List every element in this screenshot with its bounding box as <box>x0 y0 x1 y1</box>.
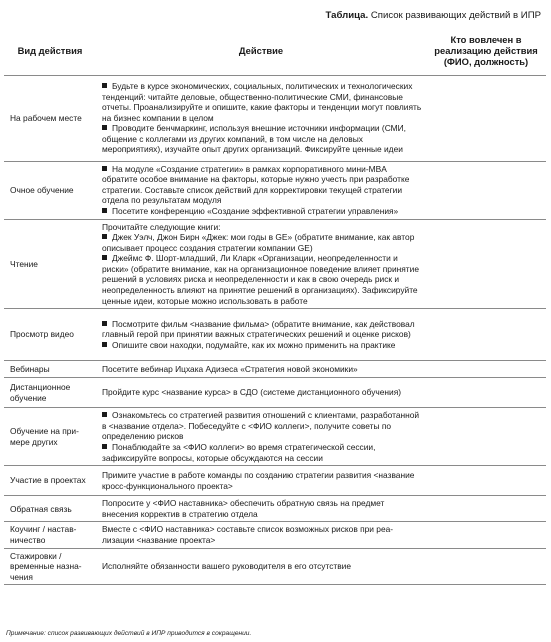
row-who <box>426 496 546 522</box>
row-kind: Участие в проектах <box>4 466 96 496</box>
row-kind: Очное обучение <box>4 161 96 219</box>
action-intro: Вместе с <ФИО наставника> составьте список возможных рисков при реализации <название проекта> <box>102 524 394 545</box>
table-caption <box>326 10 541 21</box>
action-item-text: Ознакомьтесь со стратегией развития отношений с клиентами, разработанной в <название отдела>. Побеседуйте с <ФИО коллеги>, получите советы по определению рисков <box>102 410 420 442</box>
row-kind: Просмотр видео <box>4 309 96 361</box>
header-kind: Вид действия <box>4 27 96 75</box>
row-who <box>426 548 546 585</box>
action-item-text: Посетите конференцию «Создание эффективной стратегии управления» <box>112 205 399 216</box>
header-action: Действие <box>96 27 426 75</box>
action-item <box>102 442 422 463</box>
table-row <box>4 522 546 548</box>
row-who <box>426 75 546 161</box>
row-who <box>426 466 546 496</box>
table-row <box>4 548 546 585</box>
row-action <box>96 522 426 548</box>
action-item <box>102 253 422 306</box>
row-kind: Обратная связь <box>4 496 96 522</box>
note-text: список развивающих действий в ИПР приводится в сокращении. <box>45 630 252 637</box>
action-item-text: Будьте в курсе экономических, социальных, политических и технологических тенденций: читайте деловые, общественно-политические СМИ, финансовые отчеты. Проанализируйте и опишите, какие факторы и тенденции могут повлиять на бизнес компании в целом <box>102 80 422 123</box>
action-item-text: Посмотрите фильм <название фильма> (обратите внимание, как действовал главный герой при принятии важных стратегических решений и оценке рисков) <box>102 318 415 340</box>
table-row <box>4 496 546 522</box>
table-row <box>4 161 546 219</box>
row-kind: Обучение на примере других <box>4 408 96 466</box>
row-action <box>96 309 426 361</box>
action-item <box>102 164 422 206</box>
action-intro: Пройдите курс <название курса> в СДО (системе дистанционного обучения) <box>102 387 402 398</box>
row-action <box>96 161 426 219</box>
row-who <box>426 219 546 309</box>
action-item-text: Опишите свои находки, подумайте, как их можно применить на практике <box>112 340 396 351</box>
table-row <box>4 378 546 408</box>
row-action <box>96 496 426 522</box>
row-who <box>426 161 546 219</box>
table-row <box>4 408 546 466</box>
action-intro: Исполняйте обязанности вашего руководителя в его отсутствие <box>102 561 352 572</box>
development-actions-table <box>4 27 546 585</box>
square-bullet-icon <box>102 125 107 130</box>
action-item <box>102 340 422 351</box>
row-who <box>426 408 546 466</box>
row-who <box>426 522 546 548</box>
row-kind: Стажировки / временные назначения <box>4 548 96 585</box>
header-who: Кто вовлечен в реализацию действия (ФИО, должность) <box>426 27 546 75</box>
row-kind: Коучинг / наставничество <box>4 522 96 548</box>
action-item <box>102 319 422 340</box>
action-item-text: Джеймс Ф. Шорт-младший, Ли Кларк «Организации, неопределенности и риски» (обратите внимание, как на организационное поведение влияет принятие решений в условиях риска и неопределенности и как в свою очередь риск и неопределенность влияют на принятие решений в организациях). Зафиксируйте ценные идеи, которые можно использовать в работе <box>102 253 419 306</box>
action-item-text: Джек Уэлч, Джон Бирн «Джек: мои годы в GE» (обратите внимание, как автор описывает процесс создания стратегии компании GE) <box>102 232 415 253</box>
row-action <box>96 466 426 496</box>
action-item-text: На модуле «Создание стратегии» в рамках корпоративного мини-MBA обратите особое внимание на факторы, которые нужно учесть при разработке стратегии. Составьте список действий для корректировки текущей стратегии отдела по результатам модуля <box>102 163 410 206</box>
action-intro: Прочитайте следующие книги: <box>102 221 221 232</box>
table-header-row <box>4 27 546 75</box>
row-who <box>426 361 546 378</box>
table-row <box>4 309 546 361</box>
action-item-text: Проводите бенчмаркинг, используя внешние источники информации (СМИ, общение с коллегами из других компаний, в том числе на деловых мероприятиях), изучайте опыт других организаций. Фиксируйте ценные идеи <box>102 123 406 155</box>
row-action <box>96 219 426 309</box>
action-item <box>102 123 422 155</box>
square-bullet-icon <box>102 444 107 449</box>
action-item <box>102 410 422 442</box>
square-bullet-icon <box>102 208 107 213</box>
action-intro: Попросите у <ФИО наставника> обеспечить обратную связь на предмет внесения корректив в стратегию отдела <box>102 498 385 519</box>
row-who <box>426 309 546 361</box>
caption-label: Таблица. <box>325 10 369 21</box>
row-kind: Чтение <box>4 219 96 309</box>
action-item-text: Понаблюдайте за <ФИО коллеги> во время стратегической сессии, зафиксируйте вопросы, которые обсуждаются на сессии <box>102 442 376 463</box>
note-label: Примечание: <box>6 630 46 637</box>
row-action <box>96 548 426 585</box>
square-bullet-icon <box>102 255 107 260</box>
caption-text: Список развивающих действий в ИПР <box>368 10 541 21</box>
table-note <box>6 630 251 637</box>
row-kind: На рабочем месте <box>4 75 96 161</box>
action-item <box>102 206 422 217</box>
row-kind: Дистанционное обучение <box>4 378 96 408</box>
table-row <box>4 466 546 496</box>
table-row <box>4 361 546 378</box>
table-row <box>4 75 546 161</box>
action-item <box>102 232 422 253</box>
row-kind: Вебинары <box>4 361 96 378</box>
row-action <box>96 408 426 466</box>
square-bullet-icon <box>102 342 107 347</box>
action-item <box>102 81 422 123</box>
row-action <box>96 378 426 408</box>
table-row <box>4 219 546 309</box>
row-action <box>96 75 426 161</box>
square-bullet-icon <box>102 166 107 171</box>
action-intro: Примите участие в работе команды по созданию стратегии развития <название кросс-функционального проекта> <box>102 470 415 491</box>
square-bullet-icon <box>102 321 107 326</box>
square-bullet-icon <box>102 234 107 239</box>
square-bullet-icon <box>102 83 107 88</box>
row-who <box>426 378 546 408</box>
action-intro: Посетите вебинар Ицхака Адизеса «Стратегия новой экономики» <box>102 363 358 374</box>
row-action <box>96 361 426 378</box>
square-bullet-icon <box>102 412 107 417</box>
